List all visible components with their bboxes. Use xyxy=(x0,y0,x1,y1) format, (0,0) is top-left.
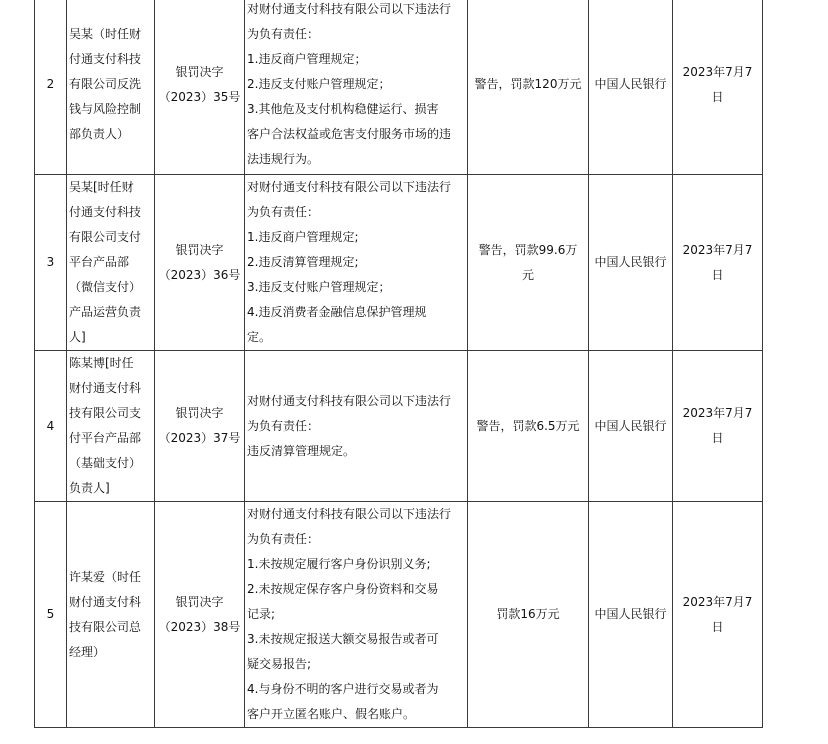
doc-number-cell: 银罚决字 （2023）37号 xyxy=(155,351,245,502)
row-index: 5 xyxy=(35,502,67,728)
authority-cell: 中国人民银行 xyxy=(589,351,673,502)
row-index: 2 xyxy=(35,0,67,175)
party-cell: 许某爱（时任 财付通支付科 技有限公司总 经理） xyxy=(67,502,155,728)
penalty-cell: 警告，罚款99.6万 元 xyxy=(468,175,589,351)
date-cell: 2023年7月7 日 xyxy=(673,175,763,351)
authority-cell: 中国人民银行 xyxy=(589,175,673,351)
party-cell: 吴某[时任财 付通支付科技 有限公司支付 平台产品部 （微信支付） 产品运营负责 人] xyxy=(67,175,155,351)
authority-cell: 中国人民银行 xyxy=(589,0,673,175)
violation-facts-cell: 对财付通支付科技有限公司以下违法行 为负有责任： 1.违反商户管理规定; 2.违反清算管理规定; 3.违反支付账户管理规定； 4.违反消费者金融信息保护管理规 定。 xyxy=(245,175,468,351)
penalty-table xyxy=(34,0,763,728)
date-cell: 2023年7月7 日 xyxy=(673,351,763,502)
doc-number-cell: 银罚决字 （2023）36号 xyxy=(155,175,245,351)
table-row xyxy=(35,502,763,728)
violation-facts-cell: 对财付通支付科技有限公司以下违法行 为负有责任： 1.违反商户管理规定； 2.违反支付账户管理规定； 3.其他危及支付机构稳健运行、损害 客户合法权益或危害支付服务市场的违 法违规行为。 xyxy=(245,0,468,175)
doc-number-cell: 银罚决字 （2023）35号 xyxy=(155,0,245,175)
table-row xyxy=(35,351,763,502)
date-cell: 2023年7月7 日 xyxy=(673,0,763,175)
table-row xyxy=(35,0,763,175)
penalty-cell: 警告，罚款120万元 xyxy=(468,0,589,175)
penalty-cell: 警告，罚款6.5万元 xyxy=(468,351,589,502)
authority-cell: 中国人民银行 xyxy=(589,502,673,728)
date-cell: 2023年7月7 日 xyxy=(673,502,763,728)
penalty-cell: 罚款16万元 xyxy=(468,502,589,728)
party-cell: 陈某博[时任 财付通支付科 技有限公司支 付平台产品部 （基础支付） 负责人] xyxy=(67,351,155,502)
row-index: 3 xyxy=(35,175,67,351)
table-row xyxy=(35,175,763,351)
doc-number-cell: 银罚决字 （2023）38号 xyxy=(155,502,245,728)
violation-facts-cell: 对财付通支付科技有限公司以下违法行 为负有责任： 1.未按规定履行客户身份识别义务; 2.未按规定保存客户身份资料和交易 记录; 3.未按规定报送大额交易报告或者可 疑交易报告; 4.与身份不明的客户进行交易或者为 客户开立匿名账户、假名账户。 xyxy=(245,502,468,728)
row-index: 4 xyxy=(35,351,67,502)
party-cell: 吴某（时任财 付通支付科技 有限公司反洗 钱与风险控制 部负责人） xyxy=(67,0,155,175)
violation-facts-cell: 对财付通支付科技有限公司以下违法行 为负有责任： 违反清算管理规定。 xyxy=(245,351,468,502)
